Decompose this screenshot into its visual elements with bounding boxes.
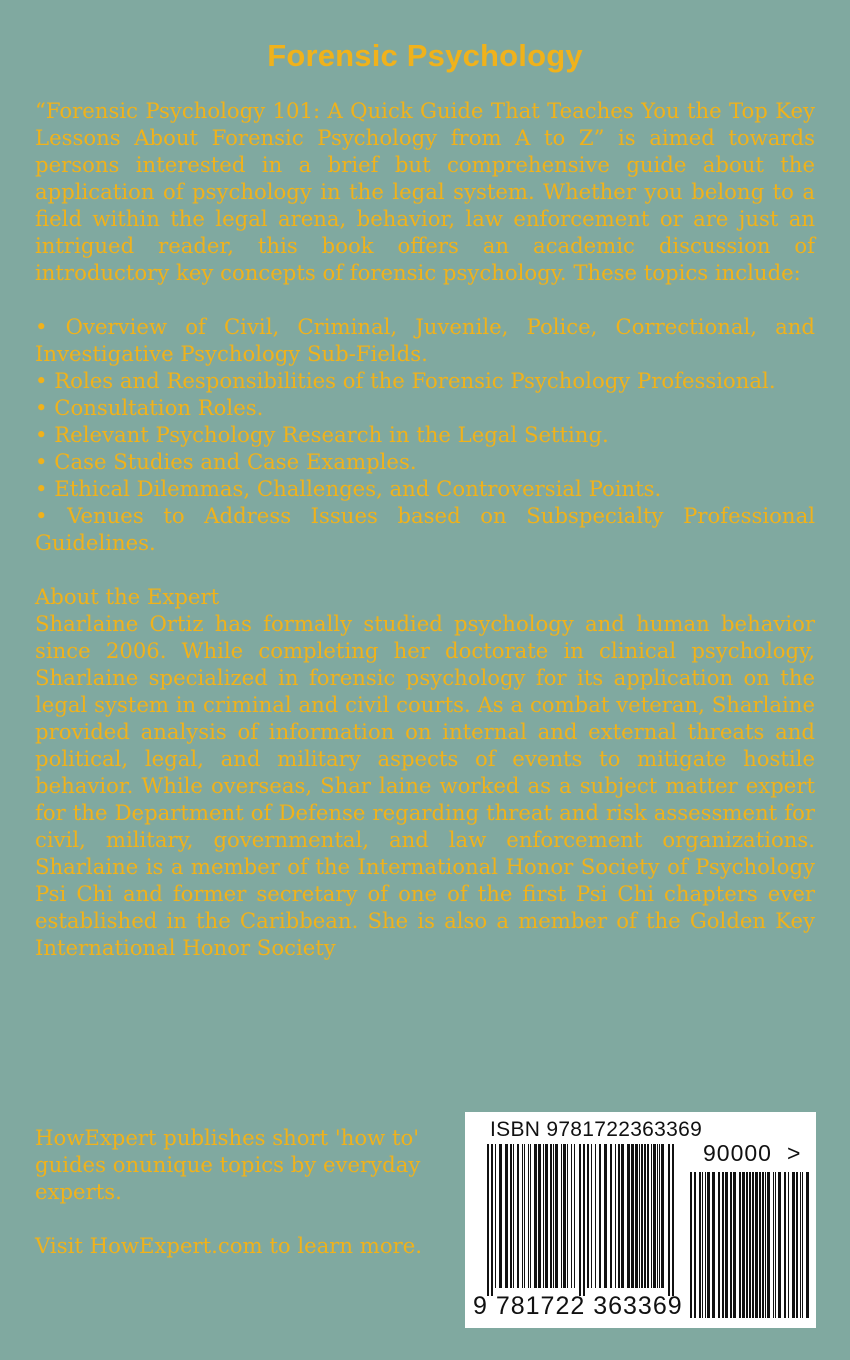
list-item: • Consultation Roles. (35, 395, 264, 420)
price-arrow: > (787, 1140, 801, 1166)
back-cover-text (35, 97, 815, 961)
list-item: • Roles and Responsibilities of the Forensic Psychology Professional. (35, 368, 776, 393)
about-expert-bio: Sharlaine Ortiz has formally studied psychology and human behavior since 2006. While completing her doctorate in clinical psychology, Sharlaine specialized in forensic psychology for its application on the legal system in criminal and civil courts. As a combat veteran, Sharlaine provided analysis of information on internal and external threats and political, legal, and military aspects of events to mitigate hostile behavior. While overseas, Shar laine worked as a subject matter expert for the Department of Defense regarding threat and risk assessment for civil, military, governmental, and law enforcement organizations. Sharlaine is a member of the International Honor Society of Psychology Psi Chi and former secretary of one of the first Psi Chi chapters ever established in the Caribbean. She is also a member of the Golden Key International Honor Society (35, 611, 815, 960)
isbn-barcode (465, 1112, 816, 1328)
list-item: • Overview of Civil, Criminal, Juvenile, Police, Correctional, and Investigative Psychology Sub-Fields. (35, 314, 815, 366)
list-item: • Relevant Psychology Research in the Legal Setting. (35, 422, 609, 447)
isbn-digits: 9 781722 363369 (473, 1292, 683, 1320)
publisher-blurb: HowExpert publishes short 'how to' guides onunique topics by everyday experts. (35, 1125, 421, 1204)
list-item: • Ethical Dilemmas, Challenges, and Controversial Points. (35, 476, 662, 501)
about-expert-heading: About the Expert (35, 584, 220, 609)
intro-paragraph: “Forensic Psychology 101: A Quick Guide That Teaches You the Top Key Lessons About Forensic Psychology from A to Z” is aimed towards persons interested in a brief but comprehensive guide about the application of psychology in the legal system. Whether you belong to a field within the legal arena, behavior, law enforcement or are just an intrigued reader, this book offers an academic discussion of introductory key concepts of forensic psychology. These topics include: (35, 98, 815, 285)
topics-list (35, 313, 815, 556)
price-code: 90000 (703, 1140, 772, 1166)
list-item: • Case Studies and Case Examples. (35, 449, 417, 474)
list-item: • Venues to Address Issues based on Subspecialty Professional Guidelines. (35, 503, 815, 555)
page-title: Forensic Psychology (267, 38, 583, 73)
isbn-label: ISBN 9781722363369 (490, 1118, 703, 1141)
publisher-footer (35, 1124, 465, 1259)
visit-website-text: Visit HowExpert.com to learn more. (35, 1233, 423, 1258)
about-expert-section (35, 583, 815, 961)
